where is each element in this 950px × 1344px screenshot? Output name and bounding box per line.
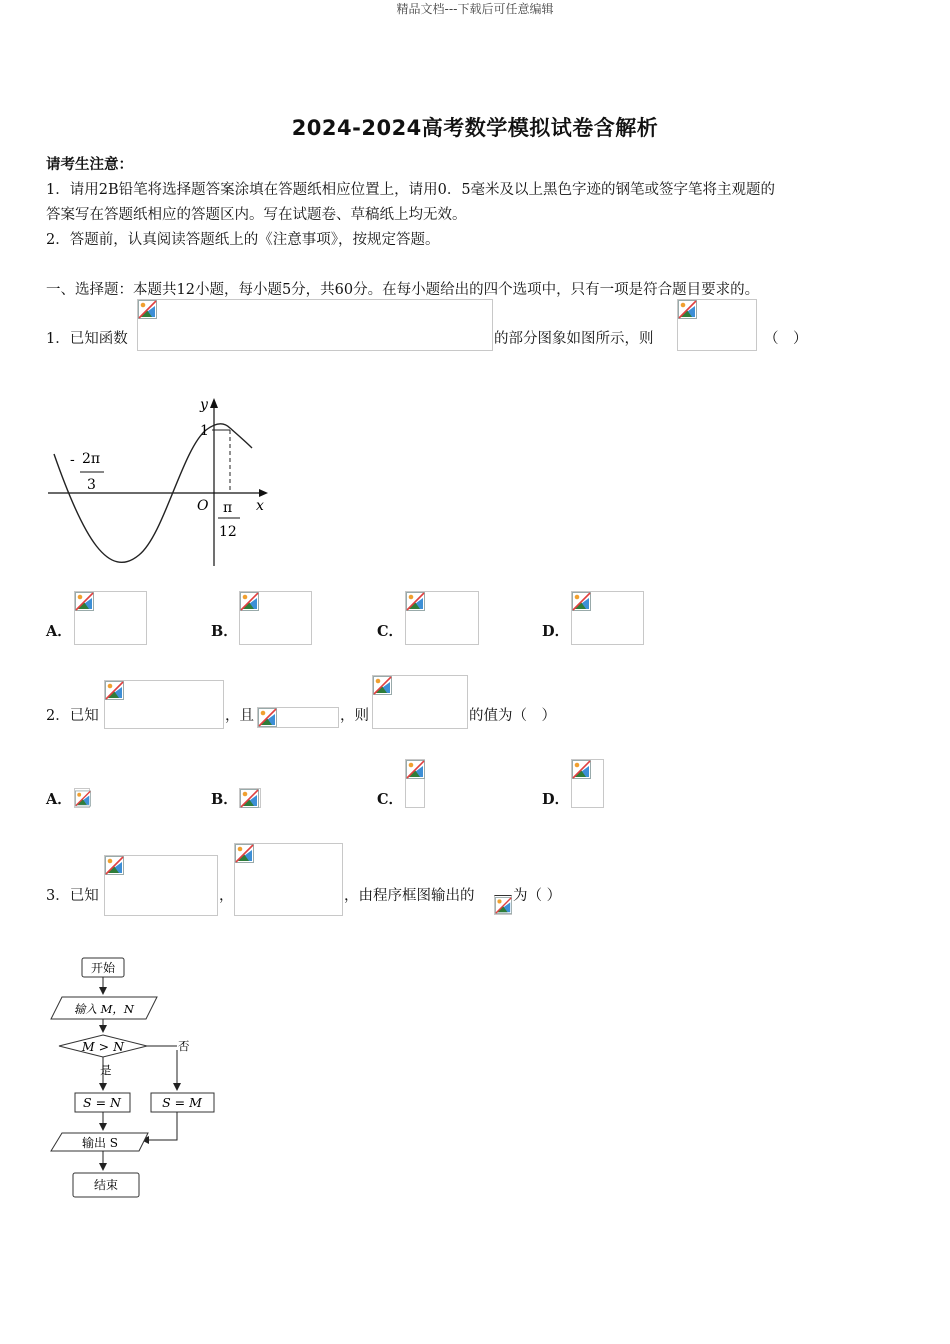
q2-suffix: 的值为（ ） <box>469 708 556 724</box>
broken-image-icon <box>240 592 259 611</box>
q1-prefix: 1．已知函数 <box>46 331 128 347</box>
q2-option-d-label: D． <box>542 791 570 808</box>
broken-image-icon <box>235 844 254 863</box>
q1-middle-text: 的部分图象如图所示，则 <box>494 331 654 347</box>
q2-condition-formula-image <box>257 707 339 728</box>
neg-tick-numerator: 2π <box>82 451 101 467</box>
broken-image-icon <box>373 676 392 695</box>
q1-option-d-image <box>571 591 644 645</box>
y-tick-label: 1 <box>200 423 209 439</box>
y-axis-label: y <box>200 397 208 413</box>
q2-given-formula-image <box>104 680 224 729</box>
q1-option-d-label: D． <box>542 623 570 640</box>
x-axis-label: x <box>256 498 264 514</box>
q1-option-c-image <box>405 591 479 645</box>
q3-flowchart <box>44 950 234 1204</box>
q2-option-a-image <box>74 788 90 808</box>
q3-comma: ， <box>219 888 234 904</box>
q1-function-formula-image <box>137 299 493 351</box>
q2-then-text: ，则 <box>340 708 369 724</box>
broken-image-icon <box>406 760 425 779</box>
q3-m-formula-image <box>104 855 218 916</box>
q1-answer-brackets: （ ） <box>764 331 808 347</box>
flow-input-text: 输入 M，N <box>74 1002 134 1016</box>
flow-no-label: 否 <box>178 1039 190 1053</box>
q2-option-c-label: C． <box>377 791 404 808</box>
q2-query-formula-image <box>372 675 468 729</box>
broken-image-icon <box>105 856 124 875</box>
q1-option-b-label: B． <box>211 623 238 640</box>
q2-and-text: ，且 <box>225 708 254 724</box>
broken-image-icon <box>572 592 591 611</box>
flow-assign-no-text: S = M <box>162 1095 202 1110</box>
flow-start-text: 开始 <box>90 961 116 975</box>
broken-image-icon <box>75 592 94 611</box>
flow-yes-label: 是 <box>100 1063 112 1077</box>
q3-suffix: 为（ ） <box>513 888 562 904</box>
flow-end-text: 结束 <box>93 1178 119 1192</box>
q1-option-a-label: A． <box>46 623 72 640</box>
q3-middle-text: ，由程序框图输出的 <box>344 888 475 904</box>
pos-tick-denominator: 12 <box>219 524 237 540</box>
flow-decision-text: M > N <box>81 1039 125 1054</box>
broken-image-icon <box>105 681 124 700</box>
q1-option-a-image <box>74 591 147 645</box>
x-axis-arrow <box>259 489 268 497</box>
neg-tick-sign: - <box>70 452 75 468</box>
broken-image-icon <box>406 592 425 611</box>
notice-item-1-line-1: 1．请用2B铅笔将选择题答案涂填在答题纸相应位置上，请用0．5毫米及以上黑色字迹的钢笔或签字笔将主观题的 <box>46 182 776 198</box>
q3-n-formula-image <box>234 843 343 916</box>
section-1-heading: 一、选择题：本题共12小题，每小题5分，共60分。在每小题给出的四个选项中，只有一项是符合题目要求的。 <box>46 282 760 298</box>
flow-assign-yes-text: S = N <box>83 1095 121 1110</box>
pos-tick-numerator: π <box>223 500 233 516</box>
q1-option-c-label: C． <box>377 623 404 640</box>
broken-image-icon <box>495 896 512 915</box>
q2-prefix: 2．已知 <box>46 708 99 724</box>
notice-heading: 请考生注意： <box>46 156 133 173</box>
origin-label: O <box>197 498 209 514</box>
y-axis-arrow <box>210 398 218 408</box>
q2-option-a-label: A． <box>46 791 72 808</box>
q1-sine-graph <box>44 390 280 572</box>
broken-image-icon <box>258 708 277 727</box>
q1-option-b-image <box>239 591 312 645</box>
flow-output-text: 输出 S <box>81 1136 119 1150</box>
notice-item-2: 2．答题前，认真阅读答题纸上的《注意事项》，按规定答题。 <box>46 232 440 248</box>
page-watermark-header: 精品文档---下载后可任意编辑 <box>396 2 554 16</box>
q3-s-variable-image <box>494 895 512 915</box>
q2-option-c-image <box>405 759 425 808</box>
notice-item-1-line-2: 答案写在答题纸相应的答题区内。写在试题卷、草稿纸上均无效。 <box>46 207 467 223</box>
broken-image-icon <box>572 760 591 779</box>
q1-query-formula-image <box>677 299 757 351</box>
q3-prefix: 3．已知 <box>46 888 99 904</box>
q2-option-d-image <box>571 759 604 808</box>
q2-option-b-image <box>239 788 261 808</box>
broken-image-icon <box>75 789 91 808</box>
page-title: 2024-2024高考数学模拟试卷含解析 <box>291 116 659 140</box>
q2-option-b-label: B． <box>211 791 238 808</box>
broken-image-icon <box>240 789 259 808</box>
broken-image-icon <box>678 300 697 319</box>
neg-tick-denominator: 3 <box>87 477 96 493</box>
broken-image-icon <box>138 300 157 319</box>
